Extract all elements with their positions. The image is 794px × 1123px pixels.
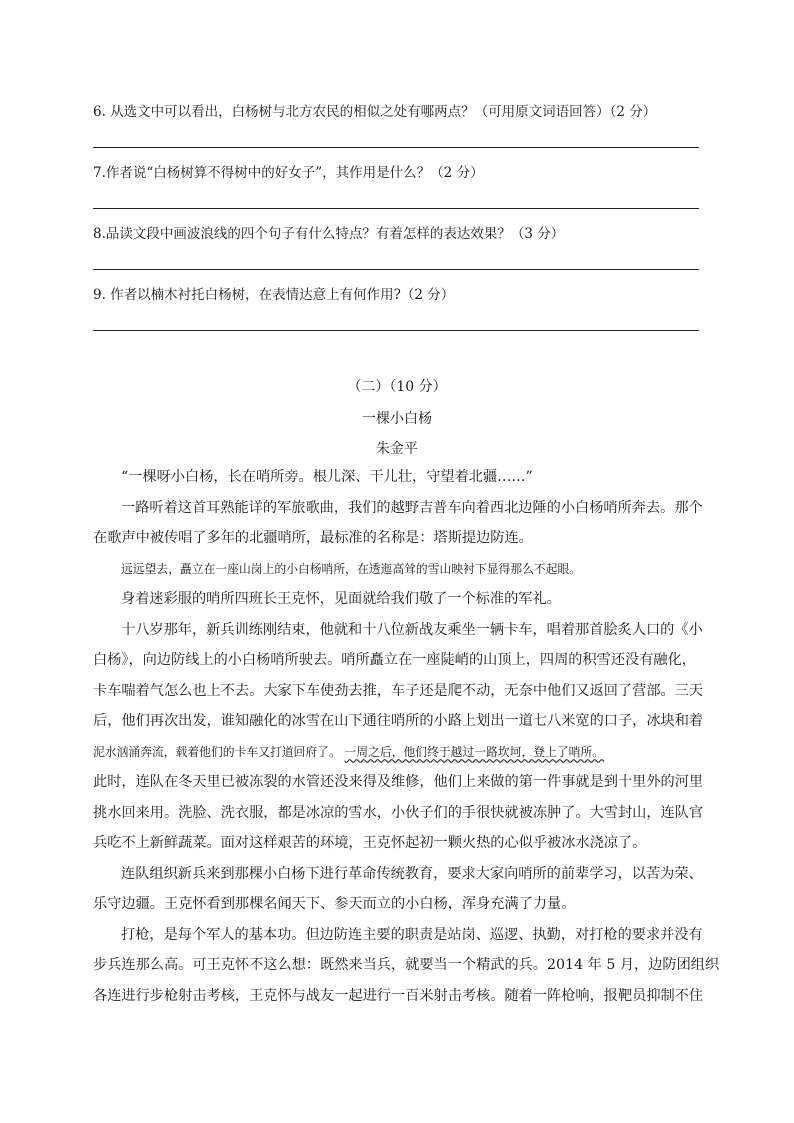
answer-line-6	[93, 147, 699, 148]
text-line: 十八岁那年，新兵训练刚结束，他就和十八位新战友乘坐一辆卡车，唱着那首脍炙人口的《小	[121, 621, 703, 638]
answer-line-7	[93, 208, 699, 209]
question-6: 6. 从选文中可以看出，白杨树与北方农民的相似之处有哪两点？（可用原文词语回答）（2 分）	[93, 104, 657, 120]
text-line: 连队组织新兵来到那棵小白杨下进行革命传统教育，要求大家向哨所的前辈学习，以苦为荣、	[121, 865, 703, 882]
article-title: 一棵小白杨	[362, 411, 432, 427]
text-line: 挑水回来用。洗脸、洗衣服，都是冰凉的雪水，小伙子们的手很快就被冻肿了。大雪封山，连队官	[93, 804, 704, 821]
text-line-small: 远远望去，矗立在一座山岗上的小白杨哨所，在透迤高耸的雪山映衬下显得那么不起眼。	[121, 561, 582, 576]
question-7: 7.作者说“白杨树算不得树中的好女子”，其作用是什么？（2 分）	[93, 165, 484, 181]
answer-line-8	[93, 269, 699, 270]
text-line: 各连进行步枪射击考核，王克怀与战友一起进行一百米射击考核。随着一阵枪响，报靶员抑制不住	[93, 987, 704, 1004]
text-line: 兵吃不上新鲜蔬菜。面对这样艰苦的环境，王克怀起初一颗火热的心似乎被冰水浇凉了。	[93, 835, 647, 851]
text-line: 一路听着这首耳熟能详的军旅歌曲，我们的越野吉普车向着西北边陲的小白杨哨所奔去。那个	[121, 499, 703, 516]
question-9: 9. 作者以楠木衬托白杨树，在表情达意上有何作用?（2 分）	[93, 287, 455, 303]
text-line: “一棵呀小白杨，长在哨所旁。根儿深、干儿壮，守望着北疆……”	[121, 469, 533, 485]
text-line-small	[93, 737, 707, 768]
text-line: 卡车喘着气怎么也上不去。大家下车使劲去推，车子还是爬不动，无奈中他们又返回了营部。三天	[93, 682, 704, 699]
text-line: 步兵连那么高。可王克怀不这么想：既然来当兵，就要当一个精武的兵。2014 年 5 月，边防团组织	[93, 957, 720, 973]
section-heading: （二）（10 分）	[347, 379, 447, 395]
text-segment: 泥水汹涌奔流，载着他们的卡车又打道回府了。	[93, 744, 341, 759]
wavy-underlined-sentence: 一周之后，他们终于越过一路坎坷，登上了哨所。	[344, 744, 605, 759]
article-author: 朱金平	[376, 441, 418, 457]
text-line: 白杨》，向边防线上的小白杨哨所驶去。哨所矗立在一座陡峭的山顶上，四周的积雪还没有融化，	[93, 652, 696, 668]
text-line: 打枪，是每个军人的基本功。但边防连主要的职责是站岗、巡逻、执勤，对打枪的要求并没有	[121, 926, 703, 943]
text-line: 乐守边疆。王克怀看到那棵名闻天下、参天而立的小白杨，浑身充满了力量。	[93, 896, 576, 912]
text-line: 后，他们再次出发，谁知融化的冰雪在山下通往哨所的小路上划出一道七八米宽的口子，冰块和着	[93, 713, 704, 729]
answer-line-9	[93, 330, 699, 331]
question-8: 8.品读文段中画波浪线的四个句子有什么特点？有着怎样的表达效果？（3 分）	[93, 226, 565, 242]
article-body	[93, 462, 720, 1011]
text-line: 身着迷彩服的哨所四班长王克怀，见面就给我们敬了一个标准的军礼。	[121, 591, 561, 607]
text-line: 此时，连队在冬天里已被冻裂的水管还没来得及维修，他们上来做的第一件事就是到十里外的河里	[93, 774, 704, 790]
text-line: 在歌声中被传唱了多年的北疆哨所，最标准的名称是：塔斯提边防连。	[93, 530, 533, 546]
